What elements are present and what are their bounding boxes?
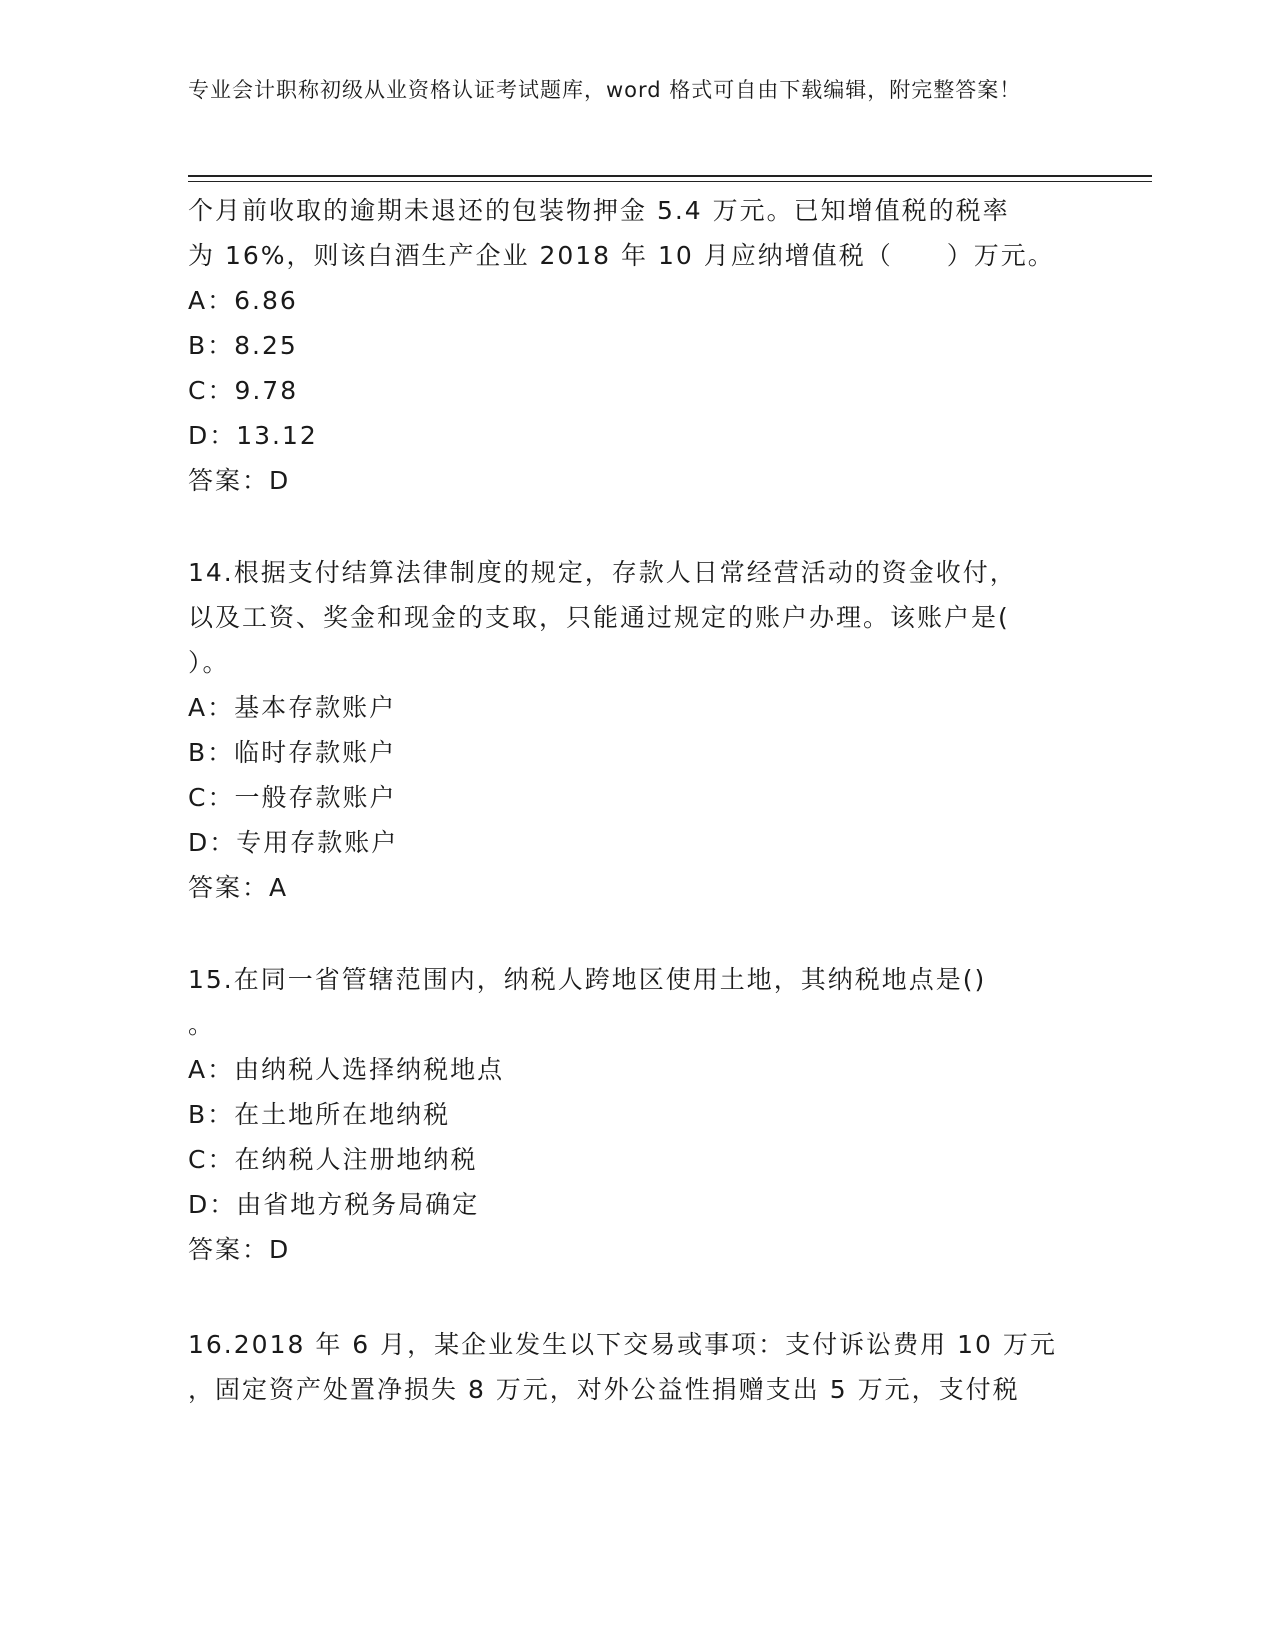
question-13-answer: 答案：D [188, 466, 291, 495]
question-13-option-c: C：9.78 [188, 376, 299, 405]
question-14-answer: 答案：A [188, 873, 289, 902]
question-16-stem-line: 16.2018 年 6 月，某企业发生以下交易或事项：支付诉讼费用 10 万元 [188, 1330, 1057, 1359]
question-15-option-a: A：由纳税人选择纳税地点 [188, 1055, 505, 1084]
question-15-option-b: B：在土地所在地纳税 [188, 1100, 451, 1129]
header-divider-thin [188, 181, 1152, 182]
spacer [188, 910, 1068, 957]
question-13-option-d: D：13.12 [188, 421, 318, 450]
question-14-option-d: D：专用存款账户 [188, 828, 399, 857]
question-15-answer: 答案：D [188, 1235, 291, 1264]
question-14-stem-line: 14.根据支付结算法律制度的规定，存款人日常经营活动的资金收付， [188, 558, 1017, 587]
question-14-stem-line: 以及工资、奖金和现金的支取，只能通过规定的账户办理。该账户是( [188, 603, 1010, 632]
document-header: 专业会计职称初级从业资格认证考试题库，word 格式可自由下载编辑，附完整答案！ [188, 78, 1022, 102]
question-15-stem-line: 15.在同一省管辖范围内，纳税人跨地区使用土地，其纳税地点是() [188, 965, 987, 994]
question-15-option-c: C：在纳税人注册地纳税 [188, 1145, 478, 1174]
header-divider-thick [188, 175, 1152, 177]
question-13-option-b: B：8.25 [188, 331, 298, 360]
question-13-stem-line: 为 16%，则该白酒生产企业 2018 年 10 月应纳增值税（ ）万元。 [188, 241, 1055, 270]
spacer [188, 503, 1068, 550]
question-15-stem-line: 。 [188, 1010, 216, 1039]
question-13-option-a: A：6.86 [188, 286, 298, 315]
question-14-option-c: C：一般存款账户 [188, 783, 397, 812]
question-14-option-a: A：基本存款账户 [188, 693, 397, 722]
question-13-stem-line: 个月前收取的逾期未退还的包装物押金 5.4 万元。已知增值税的税率 [188, 196, 1010, 225]
question-13 [188, 188, 1068, 503]
question-15-option-d: D：由省地方税务局确定 [188, 1190, 480, 1219]
question-15 [188, 957, 1068, 1272]
document-body [188, 188, 1068, 1412]
question-14-option-b: B：临时存款账户 [188, 738, 397, 767]
question-16-stem-line: ，固定资产处置净损失 8 万元，对外公益性捐赠支出 5 万元，支付税 [188, 1375, 1020, 1404]
spacer [188, 1272, 1068, 1322]
question-14 [188, 550, 1068, 910]
question-16 [188, 1322, 1068, 1412]
question-14-stem-line: ）。 [188, 648, 230, 677]
